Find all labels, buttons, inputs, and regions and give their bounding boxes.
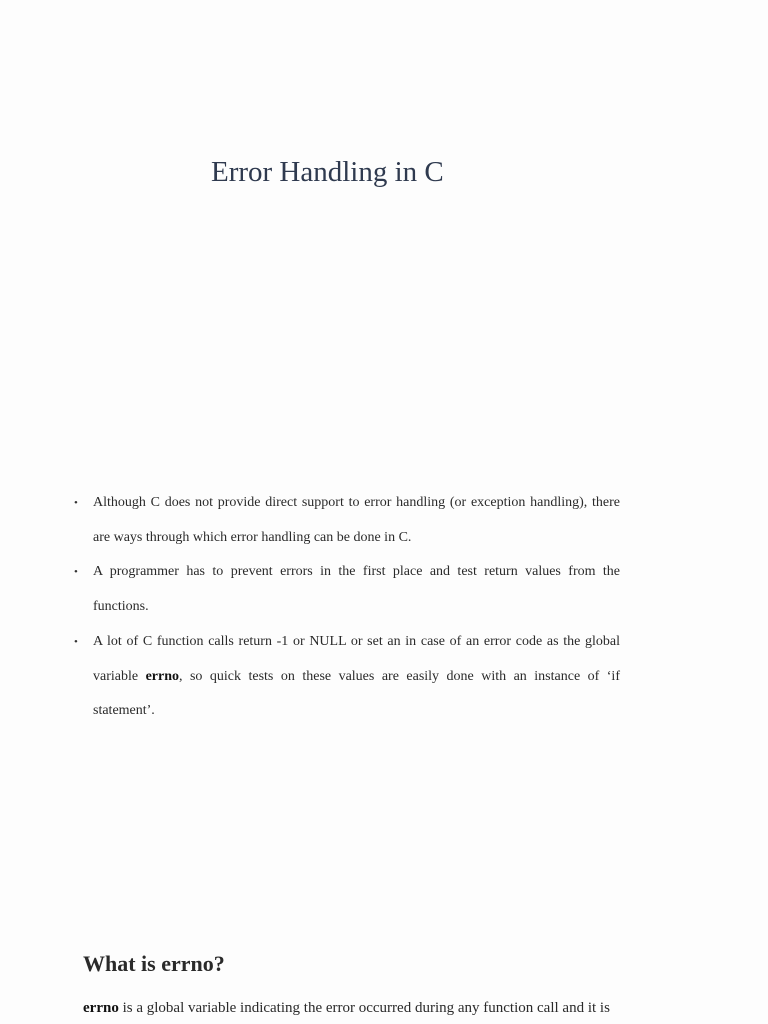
errno-keyword: errno	[145, 668, 179, 684]
section-heading: What is errno?	[83, 951, 225, 976]
bullet-text: A programmer has to prevent errors in the first place and test return values from the functions.	[93, 564, 620, 615]
bullet-icon: •	[74, 497, 78, 509]
bullet-text-end: , so quick tests on these values are easily done with an instance of ‘if statement’.	[93, 668, 620, 719]
section-paragraph	[83, 996, 663, 1020]
bullet-text: Although C does not provide direct support to error handling (or exception handling), there are ways through which error handling can be done in C.	[93, 495, 620, 545]
bullet-text-start: A lot of C function calls return -1 or NULL or set an in case of an error code as the global variable	[93, 633, 620, 684]
page-title: Error Handling in C	[211, 156, 444, 188]
paragraph-text: is a global variable indicating the error occurred during any function call and it is	[118, 1000, 610, 1016]
errno-term: errno	[83, 1000, 119, 1016]
list-item	[74, 555, 620, 624]
bullet-text	[93, 634, 620, 718]
bullet-list	[74, 486, 620, 729]
bullet-icon: •	[74, 635, 78, 648]
bullet-icon: •	[74, 566, 78, 579]
list-item	[74, 625, 620, 729]
list-item	[74, 486, 620, 555]
